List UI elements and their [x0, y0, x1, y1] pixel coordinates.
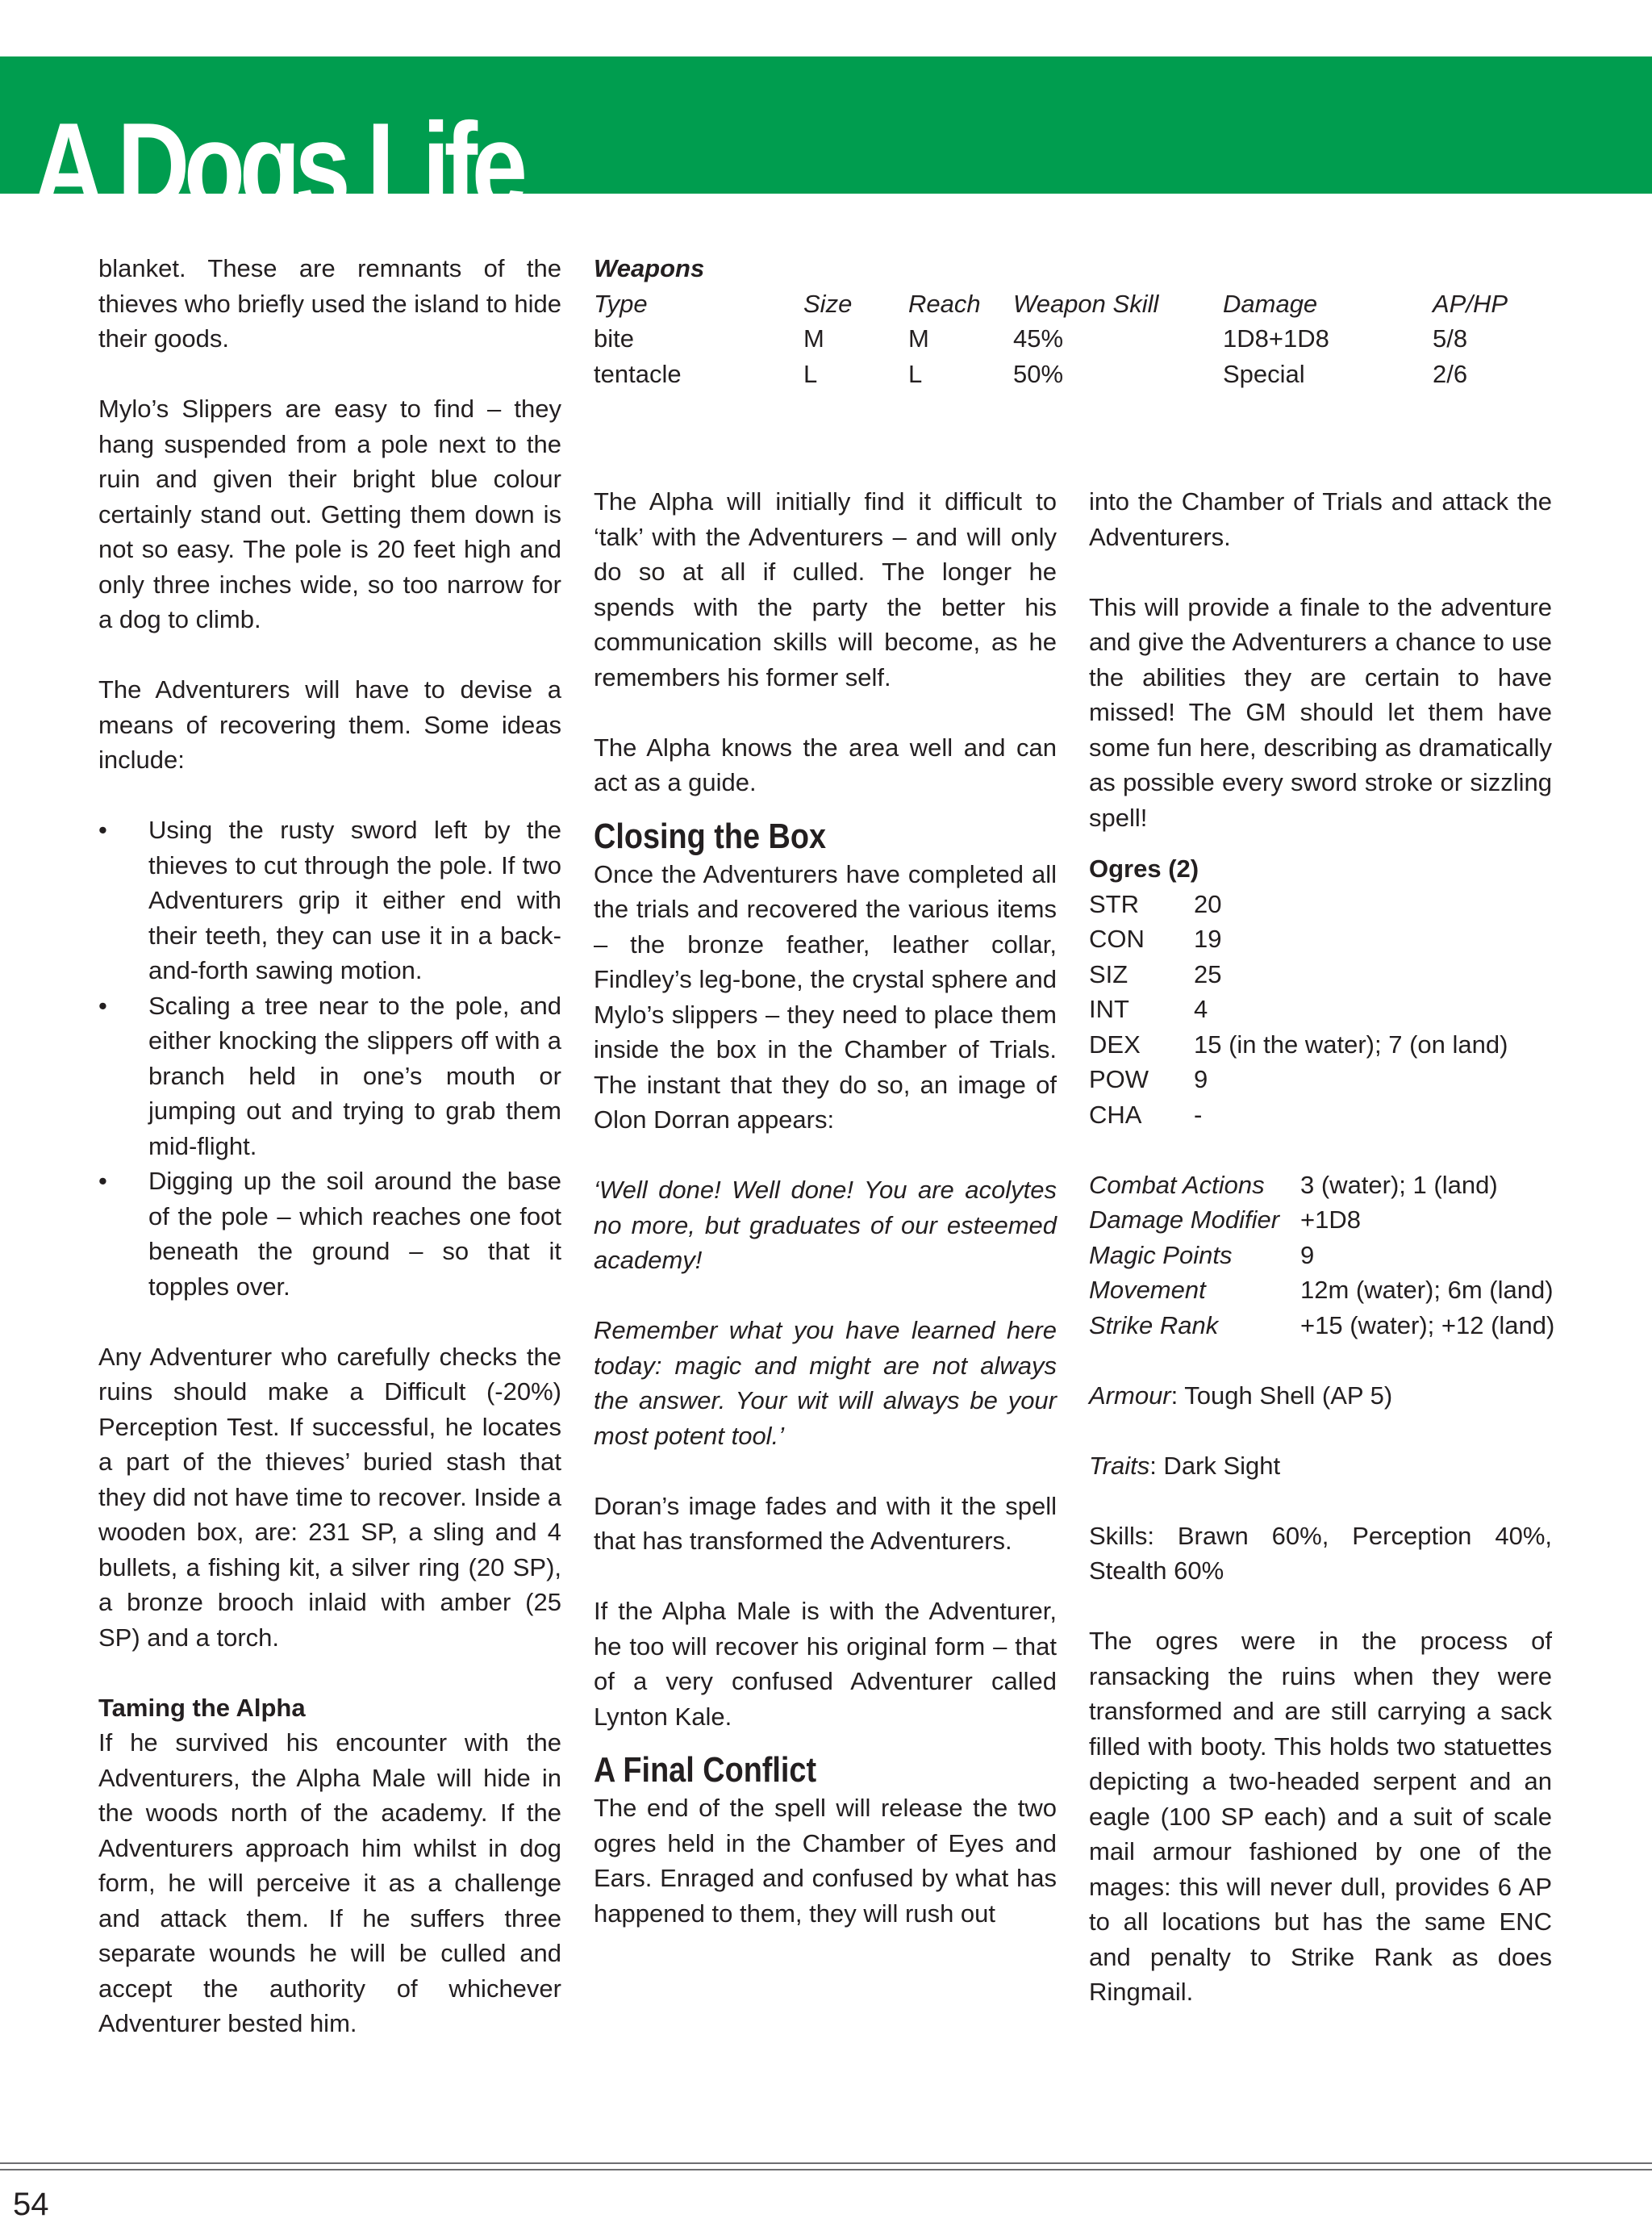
- list-item: [98, 813, 561, 988]
- table-cell: L: [908, 359, 923, 388]
- column-left: [98, 251, 561, 2041]
- table-row: [594, 357, 1552, 392]
- attribute-name: Combat Actions: [1089, 1170, 1265, 1199]
- column-header: Type: [594, 289, 648, 318]
- attribute-name: Damage Modifier: [1089, 1205, 1280, 1234]
- attribute-row: [1089, 1308, 1555, 1343]
- paragraph: If he survived his encounter with the Adventurers, the Alpha Male will hide in the woods north of the academy. If the Adventurers approach him whilst in dog form, he will perceive it as a challenge and attack them. If he suffers three separate wounds he will be culled and accept the authority of whichever Adventurer bested him.: [98, 1728, 561, 2037]
- footer-rule: [0, 2162, 1652, 2164]
- table-cell: bite: [594, 324, 634, 353]
- table-cell: M: [908, 324, 929, 353]
- stat-name: CHA: [1089, 1100, 1142, 1129]
- table-cell: 50%: [1013, 359, 1064, 388]
- stat-value: 19: [1194, 925, 1222, 953]
- paragraph: If the Alpha Male is with the Adventurer, he too will recover his original form – that of a very confused Adventurer called Lynton Kale.: [594, 1597, 1057, 1731]
- paragraph: Mylo’s Slippers are easy to find – they hang suspended from a pole next to the ruin and given their bright blue colour certainly stand out. Getting them down is not so easy. The pole is 20 feet high and only three inches wide, so too narrow for a dog to climb.: [98, 395, 561, 633]
- traits-label: Traits: [1089, 1451, 1150, 1480]
- armour-value: : Tough Shell (AP 5): [1170, 1381, 1393, 1410]
- paragraph: Any Adventurer who carefully checks the ruins should make a Difficult (-20%) Perception Test. If successful, he locates a part of the thieves’ buried stash that they did not have time to recover. Inside a wooden box, are: 231 SP, a sling and 4 bullets, a fishing kit, a silver ring (20 SP), a bronze brooch inlaid with amber (25 SP) and a torch.: [98, 1342, 561, 1652]
- paragraph: The Alpha knows the area well and can act as a guide.: [594, 733, 1057, 796]
- ideas-list: [98, 813, 561, 1304]
- armour-label: Armour: [1089, 1381, 1171, 1410]
- attribute-block: [1089, 1168, 1555, 1343]
- attribute-value: 12m (water); 6m (land): [1300, 1276, 1554, 1304]
- table-cell: 5/8: [1433, 324, 1468, 353]
- stat-row: [1089, 992, 1552, 1027]
- stat-block: [1089, 887, 1552, 1133]
- attribute-row: [1089, 1168, 1552, 1203]
- stat-row: [1089, 957, 1552, 992]
- stat-name: POW: [1089, 1065, 1149, 1093]
- armour-line: [1089, 1378, 1552, 1414]
- table-cell: tentacle: [594, 359, 682, 388]
- stat-value: -: [1194, 1100, 1203, 1129]
- attribute-value: 3 (water); 1 (land): [1300, 1170, 1498, 1199]
- bullet-icon: •: [98, 991, 107, 1020]
- skills-line: Skills: Brawn 60%, Perception 40%, Stealth 60%: [1089, 1521, 1552, 1585]
- attribute-name: Movement: [1089, 1276, 1206, 1304]
- attribute-name: Magic Points: [1089, 1240, 1233, 1269]
- quote-paragraph: ‘Well done! Well done! You are acolytes no more, but graduates of our esteemed academy!: [594, 1176, 1057, 1274]
- table-cell: M: [803, 324, 824, 353]
- bullet-icon: •: [98, 1167, 107, 1195]
- attribute-value: +1D8: [1300, 1205, 1361, 1234]
- column-middle: [594, 484, 1057, 1931]
- paragraph: The Adventurers will have to devise a means of recovering them. Some ideas include:: [98, 675, 561, 774]
- stat-value: 25: [1194, 959, 1222, 988]
- attribute-value: 9: [1300, 1240, 1315, 1269]
- list-item: [98, 988, 561, 1164]
- stat-row: [1089, 1097, 1552, 1133]
- stat-row: [1089, 1062, 1552, 1097]
- paragraph: Once the Adventurers have completed all the trials and recovered the various items – the bronze feather, leather collar, Findley’s leg-bone, the crystal sphere and Mylo’s slippers – they need to place them inside the box in the Chamber of Trials. The instant that they do so, an image of Olon Dorran appears:: [594, 859, 1057, 1134]
- column-header: Size: [803, 289, 853, 318]
- list-item-text: Scaling a tree near to the pole, and either knocking the slippers off with a branch held in one’s mouth or jumping out and trying to grab them mid-flight.: [148, 991, 561, 1160]
- section-heading-closing: Closing the Box: [594, 816, 827, 856]
- paragraph: blanket. These are remnants of the thieves who briefly used the island to hide their goods.: [98, 254, 561, 353]
- attribute-row: [1089, 1272, 1552, 1308]
- traits-line: [1089, 1448, 1552, 1484]
- table-cell: 1D8+1D8: [1223, 324, 1329, 353]
- attribute-row: [1089, 1202, 1552, 1238]
- weapons-table: [594, 251, 1552, 391]
- stat-name: SIZ: [1089, 959, 1128, 988]
- traits-value: : Dark Sight: [1149, 1451, 1281, 1480]
- stat-row: [1089, 921, 1552, 957]
- stat-row: [1089, 887, 1552, 922]
- paragraph: into the Chamber of Trials and attack the Adventurers.: [1089, 487, 1552, 551]
- bullet-icon: •: [98, 816, 107, 844]
- attribute-row: [1089, 1238, 1552, 1273]
- stat-value: 4: [1194, 995, 1208, 1023]
- paragraph: This will provide a finale to the adventure and give the Adventurers a chance to use the abilities they are certain to have missed! The GM should let them have some fun here, describing as dramatically as possible every sword stroke or sizzling spell!: [1089, 592, 1552, 832]
- column-header: Reach: [908, 289, 981, 318]
- chapter-title: A Dogs Life: [32, 98, 522, 235]
- page-number: 54: [13, 2187, 49, 2222]
- table-cell: 45%: [1013, 324, 1064, 353]
- table-cell: 2/6: [1433, 359, 1468, 388]
- title-banner: [0, 56, 1652, 235]
- stat-name: STR: [1089, 889, 1139, 918]
- footer-rule: [0, 2169, 1652, 2170]
- attribute-name: Strike Rank: [1089, 1310, 1219, 1339]
- subheading-taming: Taming the Alpha: [98, 1693, 306, 1722]
- table-header-row: [594, 286, 1552, 322]
- stat-value: 9: [1194, 1065, 1208, 1093]
- section-heading-final: A Final Conflict: [594, 1750, 817, 1790]
- column-header: Damage: [1223, 289, 1318, 318]
- stat-name: CON: [1089, 925, 1145, 953]
- stat-value: 15 (in the water); 7 (on land): [1194, 1030, 1508, 1059]
- paragraph: Doran’s image fades and with it the spell that has transformed the Adventurers.: [594, 1491, 1057, 1555]
- quote-paragraph: Remember what you have learned here today: magic and might are not always the answer. Your wit will always be your most potent tool.’: [594, 1316, 1057, 1450]
- stat-name: INT: [1089, 995, 1129, 1023]
- table-cell: Special: [1223, 359, 1305, 388]
- list-item-text: Using the rusty sword left by the thieves to cut through the pole. If two Adventurers grip it either end with their teeth, they can use it in a back-and-forth sawing motion.: [148, 816, 561, 984]
- list-item-text: Digging up the soil around the base of the pole – which reaches one foot beneath the ground – so that it topples over.: [148, 1167, 561, 1301]
- paragraph: The Alpha will initially find it difficult to ‘talk’ with the Adventurers – and will only do so at all if culled. The longer he spends with the party the better his communication skills will become, as he remembers his former self.: [594, 487, 1057, 691]
- weapons-title: Weapons: [594, 254, 705, 282]
- paragraph: The ogres were in the process of ransacking the ruins when they were transformed and are still carrying a sack filled with booty. This holds two statuettes depicting a two-headed serpent and an eagle (100 SP each) and a suit of scale mail armour fashioned by one of the mages: this will never dull, provides 6 AP to all locations but has the same ENC and penalty to Strike Rank as does Ringmail.: [1089, 1627, 1552, 2006]
- column-header: AP/HP: [1433, 289, 1508, 318]
- subheading-ogres: Ogres (2): [1089, 854, 1199, 883]
- column-header: Weapon Skill: [1013, 289, 1159, 318]
- table-cell: L: [803, 359, 818, 388]
- column-right: [1089, 484, 1555, 2010]
- list-item: [98, 1164, 561, 1304]
- stat-value: 20: [1194, 889, 1222, 918]
- stat-name: DEX: [1089, 1030, 1141, 1059]
- attribute-value: +15 (water); +12 (land): [1300, 1310, 1555, 1339]
- stat-row: [1089, 1027, 1552, 1063]
- paragraph: The end of the spell will release the two ogres held in the Chamber of Eyes and Ears. Enraged and confused by what has happened to them, they will rush out: [594, 1794, 1057, 1928]
- table-row: [594, 321, 1552, 357]
